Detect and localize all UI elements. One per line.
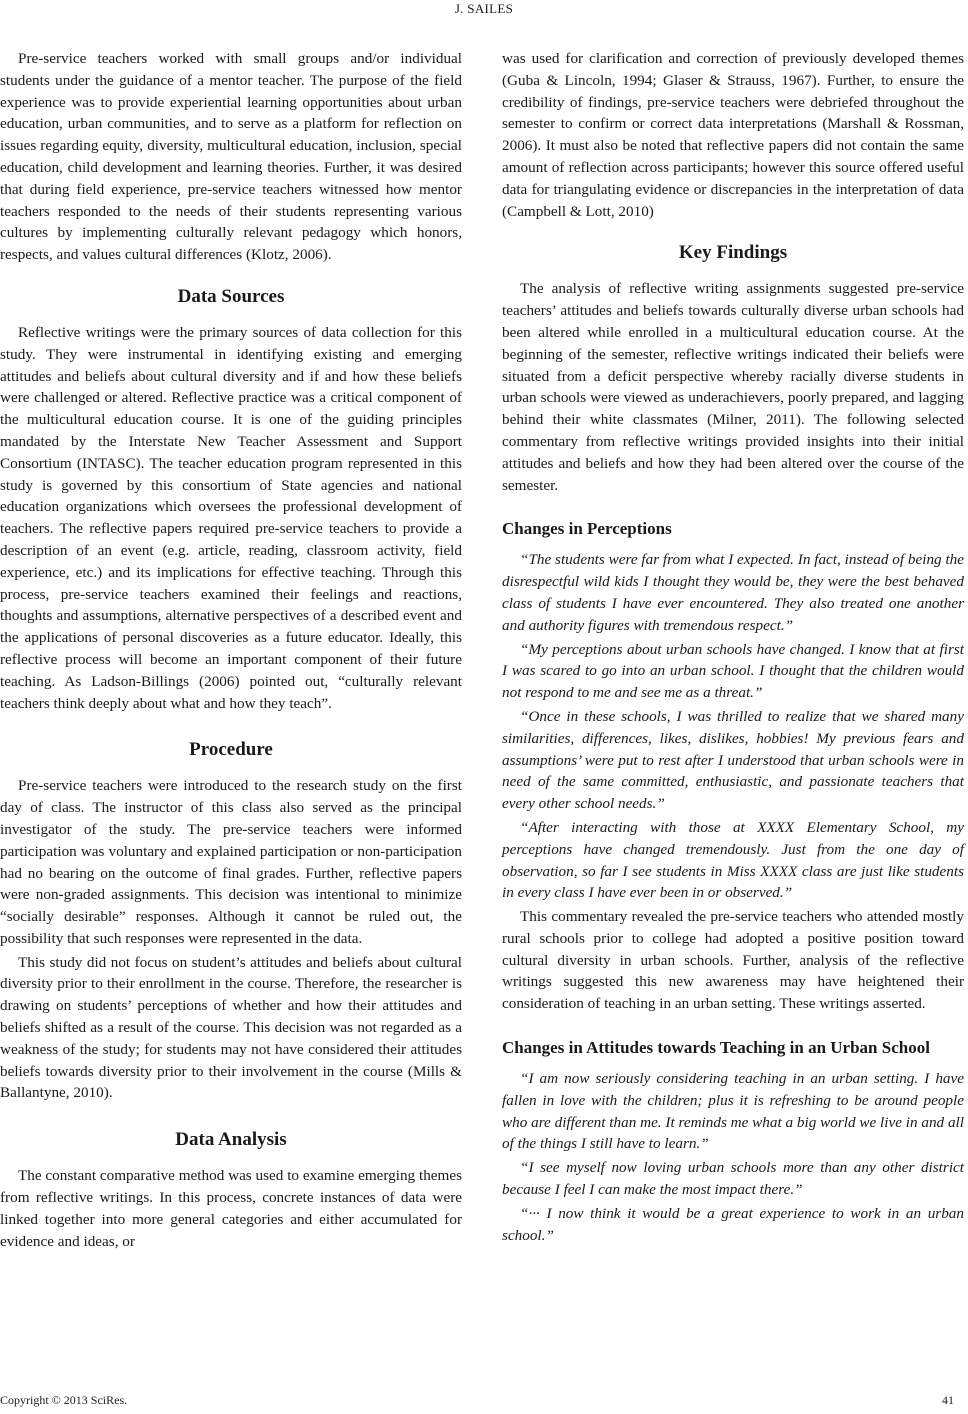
copyright-notice: Copyright © 2013 SciRes. [0,1393,128,1407]
quote-perceptions-1: “The students were far from what I expected. In fact, instead of being the disrespectful wild kids I thought they would be, they were the best behaved class of students I have ever encountered. They also treated one another and authority figures with tremendous respect.” [502,551,964,634]
intro-paragraph: Pre-service teachers worked with small groups and/or individual students under the guidance of a mentor teacher. The purpose of the field experience was to provide experiential learning opportunities about urban education, urban communities, and to serve as a platform for reflection on issues regarding equity, diversity, multicultural education, inclusion, special education, child development and learning theories. Further, it was desired that during field experience, pre-service teachers witnessed how mentor teachers responded to the needs of their students representing various cultures by implementing culturally relevant pedagogy which honors, respects, and values cultural differences (Klotz, 2006). [0,50,462,264]
heading-key-findings: Key Findings [678,242,788,264]
procedure-paragraph-2: This study did not focus on student’s attitudes and beliefs about cultural diversity prior to their enrollment in the course. Therefore, the researcher is drawing on students’ perceptions of whether and how their attitudes and beliefs shifted as a result of the course. This decision was not regarded as a weakness of the study; for students may not have considered their attitudes beliefs towards diversity prior to their involvement in the course (Mills & Ballantyne, 2010). [0,953,462,1102]
heading-data-sources: Data Sources [177,285,285,307]
heading-changes-in-attitudes: Changes in Attitudes towards Teaching in an Urban School [502,1038,930,1058]
heading-data-analysis: Data Analysis [175,1129,287,1151]
heading-changes-in-perceptions: Changes in Perceptions [502,519,672,539]
quote-perceptions-4: “After interacting with those at XXXX Elementary School, my perceptions have changed tremendously. Just from the one day of observation, so far I see students in Miss XXXX class are just like students in every class I have ever been in or observed.” [502,818,964,902]
quote-attitudes-3: “··· I now think it would be a great experience to work in an urban school.” [502,1204,964,1244]
left-column [0,48,462,1252]
key-findings-paragraph: The analysis of reflective writing assignments suggested pre-service teachers’ attitudes and beliefs towards culturally diverse urban schools had been altered while enrolled in a multicultural education course. At the beginning of the semester, reflective writings indicated their beliefs were situated from a deficit perspective whereby racially diverse students in urban schools were viewed as underachievers, poorly prepared, and lagging behind their white classmates (Milner, 2011). The following selected commentary from reflective writings provided insights into their initial attitudes and beliefs and how they had been altered over the course of the semester. [502,280,964,494]
continuation-paragraph: was used for clarification and correction of previously developed themes (Guba & Lincoln, 1994; Glaser & Strauss, 1967). Further, to ensure the credibility of findings, pre-service teachers were debriefed throughout the semester to confirm or correct data interpretations (Marshall & Rossman, 2006). It must also be noted that reflective papers did not contain the same amount of reflection across participants; however this source offered useful data for triangulating evidence or discrepancies in the interpretation of data (Campbell & Lott, 2010) [502,50,964,220]
commentary-paragraph: This commentary revealed the pre-service teachers who attended mostly rural schools prior to college had adopted a positive position toward cultural diversity in urban schools. Further, analysis of the reflective writings suggested this new awareness may have heightened their consideration of teaching in an urban setting. These writings asserted. [502,908,964,1013]
heading-procedure: Procedure [189,739,273,761]
quote-perceptions-2: “My perceptions about urban schools have changed. I know that at first I was scared to go into an urban school. I thought that the children would not respond to me and see me as a threat.” [502,640,964,702]
page-number: 41 [942,1393,954,1407]
quote-attitudes-1: “I am now seriously considering teaching in an urban setting. I have fallen in love with the children; plus it is refreshing to be around people who are different than me. It reminds me what a big world we live in and all of the things I still have to learn.” [502,1070,964,1153]
quote-perceptions-3: “Once in these schools, I was thrilled to realize that we shared many similarities, differences, likes, dislikes, hobbies! My previous fears and assumptions’ were put to rest after I understood that urban schools were in need of the same committed, enthusiastic, and passionate teachers that every other school needs.” [502,707,964,813]
data-analysis-paragraph: The constant comparative method was used to examine emerging themes from reflective writings. In this process, concrete instances of data were linked together into more general categories and either accumulated for evidence and ideas, or [0,1167,462,1250]
right-column [502,48,964,1246]
running-head: J. SAILES [454,1,514,16]
procedure-paragraph-1: Pre-service teachers were introduced to the research study on the first day of class. The instructor of this class also served as the principal investigator of the study. The pre-service teachers were informed participation was voluntary and explained participation or non-participation had no bearing on the outcome of final grades. Further, reflective papers were non-graded assignments. This decision was intentional to minimize “socially desirable” responses. Although it cannot be ruled out, the possibility that such responses were represented in the data. [0,777,462,947]
quote-attitudes-2: “I see myself now loving urban schools more than any other district because I feel I can make the most impact there.” [502,1159,964,1199]
data-sources-paragraph: Reflective writings were the primary sources of data collection for this study. They were instrumental in identifying existing and emerging attitudes and beliefs about cultural diversity and if and how these beliefs were challenged or altered. Reflective practice was a critical component of the multicultural education course. It is one of the guiding principles mandated by the Interstate New Teacher Assessment and Support Consortium (INTASC). The teacher education program represented in this study is governed by this consortium of State agencies and national education organizations which oversees the professional development of teachers. The reflective papers required pre-service teachers to provide a description of an event (e.g. article, reading, classroom activity, field experience, etc.) and its implications for effective teaching. Through this process, pre-service teachers examined their feelings and reactions, thoughts and assumptions, alternative perspectives of a described event and the applications of personal discoveries as a future educator. Ideally, this reflective process will become an important component of their future teaching. As Ladson-Billings (2006) pointed out, “culturally relevant teachers think deeply about what and how they teach”. [0,323,462,712]
